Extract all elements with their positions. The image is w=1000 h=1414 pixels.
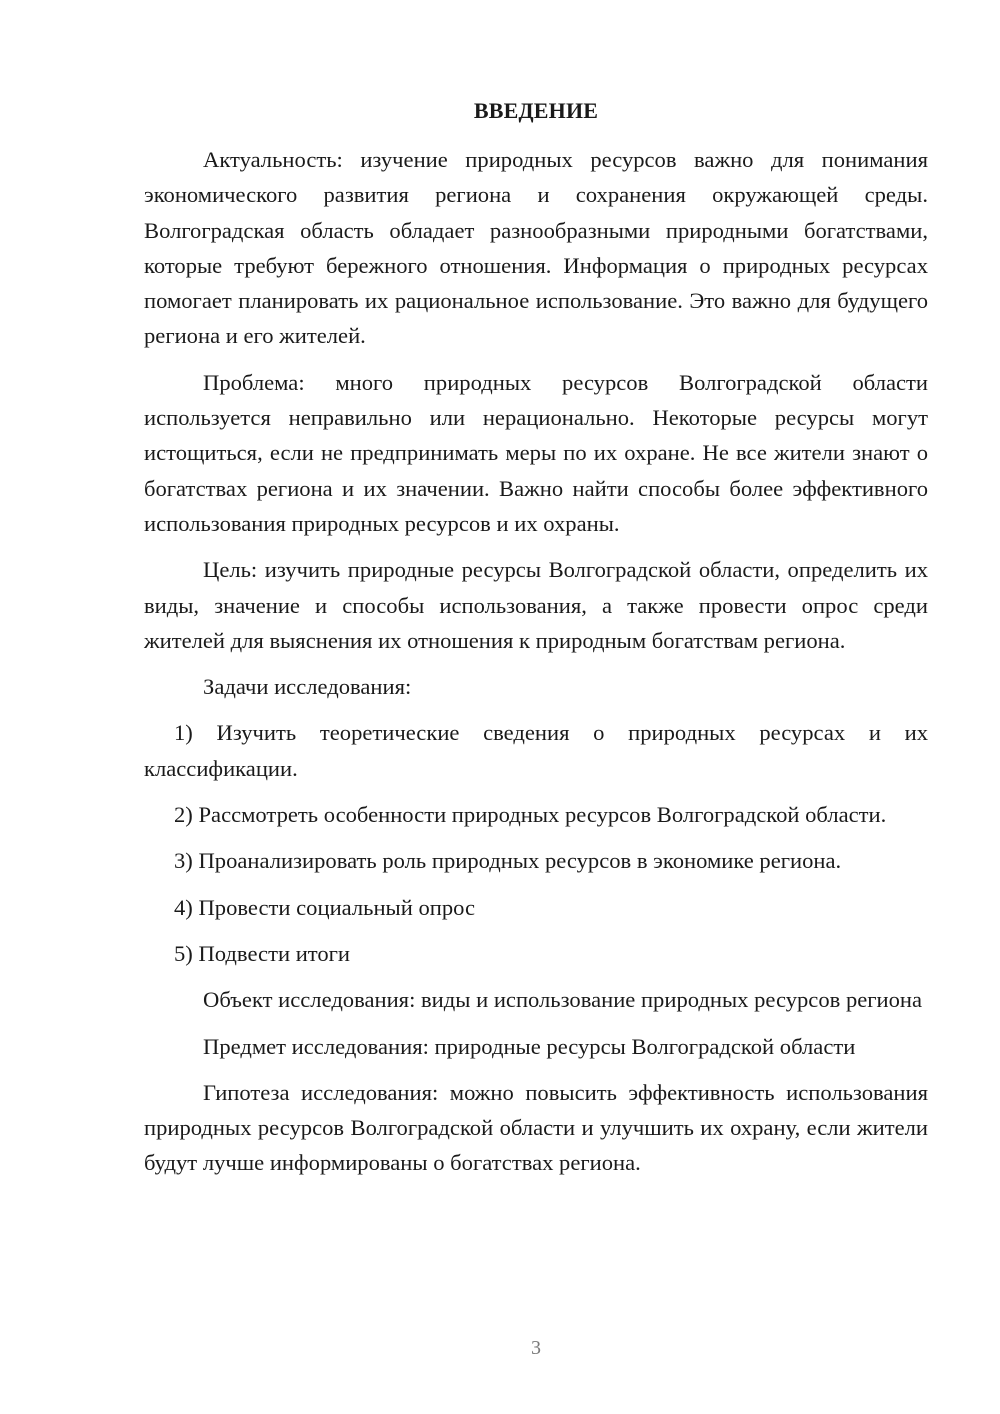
relevance-paragraph: Актуальность: изучение природных ресурсов важно для понимания экономического развития региона и сохранения окружающей среды. Волгоградская область обладает разнообразными природными богатствами, которые требуют бережного отношения. Информация о природных ресурсах помогает планировать их рациональное использование. Это важно для будущего региона и его жителей.	[144, 147, 928, 349]
page-number: 3	[531, 1337, 541, 1359]
object-paragraph: Объект исследования: виды и использование природных ресурсов региона	[203, 987, 923, 1013]
page-content	[144, 0, 928, 1414]
hypothesis-paragraph: Гипотеза исследования: можно повысить эффективность использования природных ресурсов Волгоградской области и улучшить их охрану, если жители будут лучше информированы о богатствах региона.	[144, 1079, 928, 1176]
tasks-heading: Задачи исследования:	[203, 674, 412, 700]
subject-paragraph: Предмет исследования: природные ресурсы Волгоградской области	[203, 1033, 856, 1059]
task-item-1: 1) Изучить теоретические сведения о природных ресурсах и их классификации.	[144, 720, 928, 781]
task-item-2: 2) Рассмотреть особенности природных ресурсов Волгоградской области.	[174, 802, 887, 828]
introduction-body	[144, 142, 928, 1192]
task-item-4: 4) Провести социальный опрос	[174, 894, 476, 920]
goal-paragraph: Цель: изучить природные ресурсы Волгоградской области, определить их виды, значение и способы использования, а также провести опрос среди жителей для выяснения их отношения к природным богатствам региона.	[144, 557, 928, 653]
task-item-5: 5) Подвести итоги	[174, 940, 351, 966]
section-title: ВВЕДЕНИЕ	[473, 98, 599, 123]
problem-paragraph: Проблема: много природных ресурсов Волгоградской области используется неправильно или нерационально. Некоторые ресурсы могут истощиться, если не предпринимать меры по их охране. Не все жители знают о богатствах региона и их значении. Важно найти способы более эффективного использования природных ресурсов и их охраны.	[144, 369, 928, 536]
task-item-3: 3) Проанализировать роль природных ресурсов в экономике региона.	[174, 848, 842, 874]
